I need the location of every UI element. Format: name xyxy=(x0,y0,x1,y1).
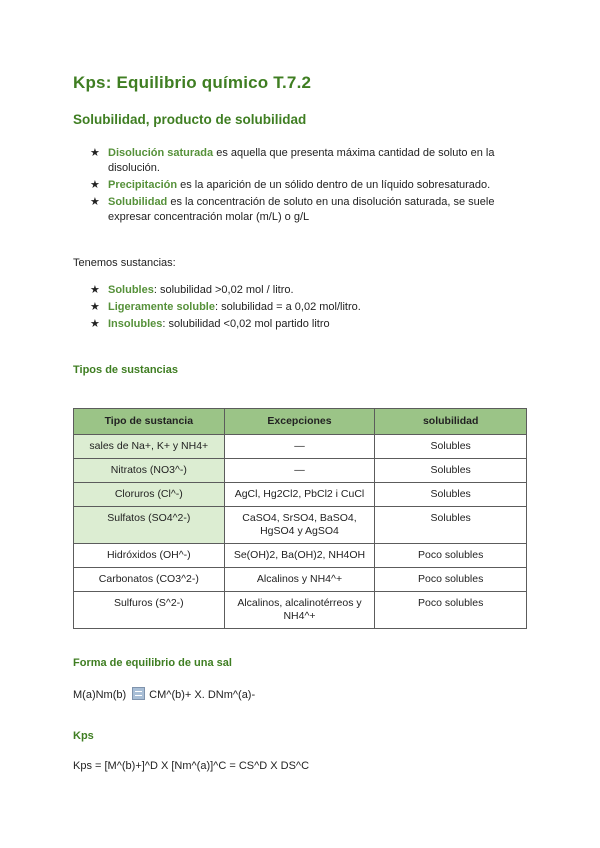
list-item xyxy=(90,178,530,193)
table-cell: Nitratos (NO3^-) xyxy=(74,459,225,483)
column-header: solubilidad xyxy=(375,409,527,435)
table-row xyxy=(74,507,527,544)
equilibrium-right: CM^(b)+ X. DNm^(a)- xyxy=(149,689,256,701)
table-cell: Poco solubles xyxy=(375,592,527,629)
table-row xyxy=(74,483,527,507)
term-label: Solubles xyxy=(108,284,154,296)
table-cell: Sulfatos (SO4^2-) xyxy=(74,507,225,544)
table-cell: Alcalinos, alcalinotérreos y NH4^+ xyxy=(224,592,375,629)
table-row xyxy=(74,568,527,592)
table-row xyxy=(74,544,527,568)
table-cell: Alcalinos y NH4^+ xyxy=(224,568,375,592)
list-item xyxy=(90,146,530,176)
star-bullet-icon: ★ xyxy=(90,318,100,330)
term-label: Precipitación xyxy=(108,179,178,191)
definition-text: : solubilidad = a 0,02 mol/litro. xyxy=(214,301,361,313)
table-cell: AgCl, Hg2Cl2, PbCl2 i CuCl xyxy=(224,483,375,507)
equilibrium-formula xyxy=(73,687,255,701)
table-cell: Solubles xyxy=(375,435,527,459)
table-cell: Cloruros (Cl^-) xyxy=(74,483,225,507)
kps-formula: Kps = [M^(b)+]^D X [Nm^(a)]^C = CS^D X DS^C xyxy=(73,760,310,772)
list-item xyxy=(90,195,530,225)
star-bullet-icon: ★ xyxy=(90,301,100,313)
list-item xyxy=(90,300,530,315)
definition-text: : solubilidad <0,02 mol partido litro xyxy=(162,318,330,330)
table-cell: CaSO4, SrSO4, BaSO4, HgSO4 y AgSO4 xyxy=(224,507,375,544)
term-label: Insolubles xyxy=(108,318,163,330)
table-row xyxy=(74,435,527,459)
table-row xyxy=(74,459,527,483)
section-heading-kps: Kps xyxy=(73,730,94,742)
substance-types-list xyxy=(90,283,530,334)
table-cell: Solubles xyxy=(375,483,527,507)
table-cell: Poco solubles xyxy=(375,568,527,592)
definition-text: es la concentración de soluto en una disolución saturada, se suele expresar concentración molar (m/L) o g/L xyxy=(108,196,495,223)
table-cell: Hidróxidos (OH^-) xyxy=(74,544,225,568)
table-row xyxy=(74,592,527,629)
equilibrium-left: M(a)Nm(b) xyxy=(73,689,127,701)
table-cell: Sulfuros (S^2-) xyxy=(74,592,225,629)
table-cell: — xyxy=(224,435,375,459)
section-heading-types: Tipos de sustancias xyxy=(73,364,178,376)
table-header-row xyxy=(74,409,527,435)
table-cell: Carbonatos (CO3^2-) xyxy=(74,568,225,592)
definition-text: es aquella que presenta máxima cantidad de soluto en la disolución. xyxy=(108,147,495,174)
table-cell: Poco solubles xyxy=(375,544,527,568)
star-bullet-icon: ★ xyxy=(90,284,100,296)
term-label: Ligeramente soluble xyxy=(108,301,215,313)
definition-text: : solubilidad >0,02 mol / litro. xyxy=(153,284,294,296)
star-bullet-icon: ★ xyxy=(90,147,100,159)
definitions-list xyxy=(90,146,530,227)
list-item xyxy=(90,283,530,298)
definition-text: es la aparición de un sólido dentro de un líquido sobresaturado. xyxy=(177,179,491,191)
section-heading-solubility: Solubilidad, producto de solubilidad xyxy=(73,112,307,127)
intro-text: Tenemos sustancias: xyxy=(73,257,176,269)
table-cell: Solubles xyxy=(375,459,527,483)
list-item xyxy=(90,317,530,332)
substances-table xyxy=(73,408,527,629)
term-label: Disolución saturada xyxy=(108,147,214,159)
star-bullet-icon: ★ xyxy=(90,179,100,191)
page-title: Kps: Equilibrio químico T.7.2 xyxy=(73,73,312,92)
term-label: Solubilidad xyxy=(108,196,168,208)
table-cell: — xyxy=(224,459,375,483)
section-heading-equilibrium: Forma de equilibrio de una sal xyxy=(73,657,232,669)
table-cell: Se(OH)2, Ba(OH)2, NH4OH xyxy=(224,544,375,568)
equilibrium-arrow-icon xyxy=(132,687,145,700)
column-header: Tipo de sustancia xyxy=(74,409,225,435)
table-cell: sales de Na+, K+ y NH4+ xyxy=(74,435,225,459)
column-header: Excepciones xyxy=(224,409,375,435)
table-cell: Solubles xyxy=(375,507,527,544)
star-bullet-icon: ★ xyxy=(90,196,100,208)
